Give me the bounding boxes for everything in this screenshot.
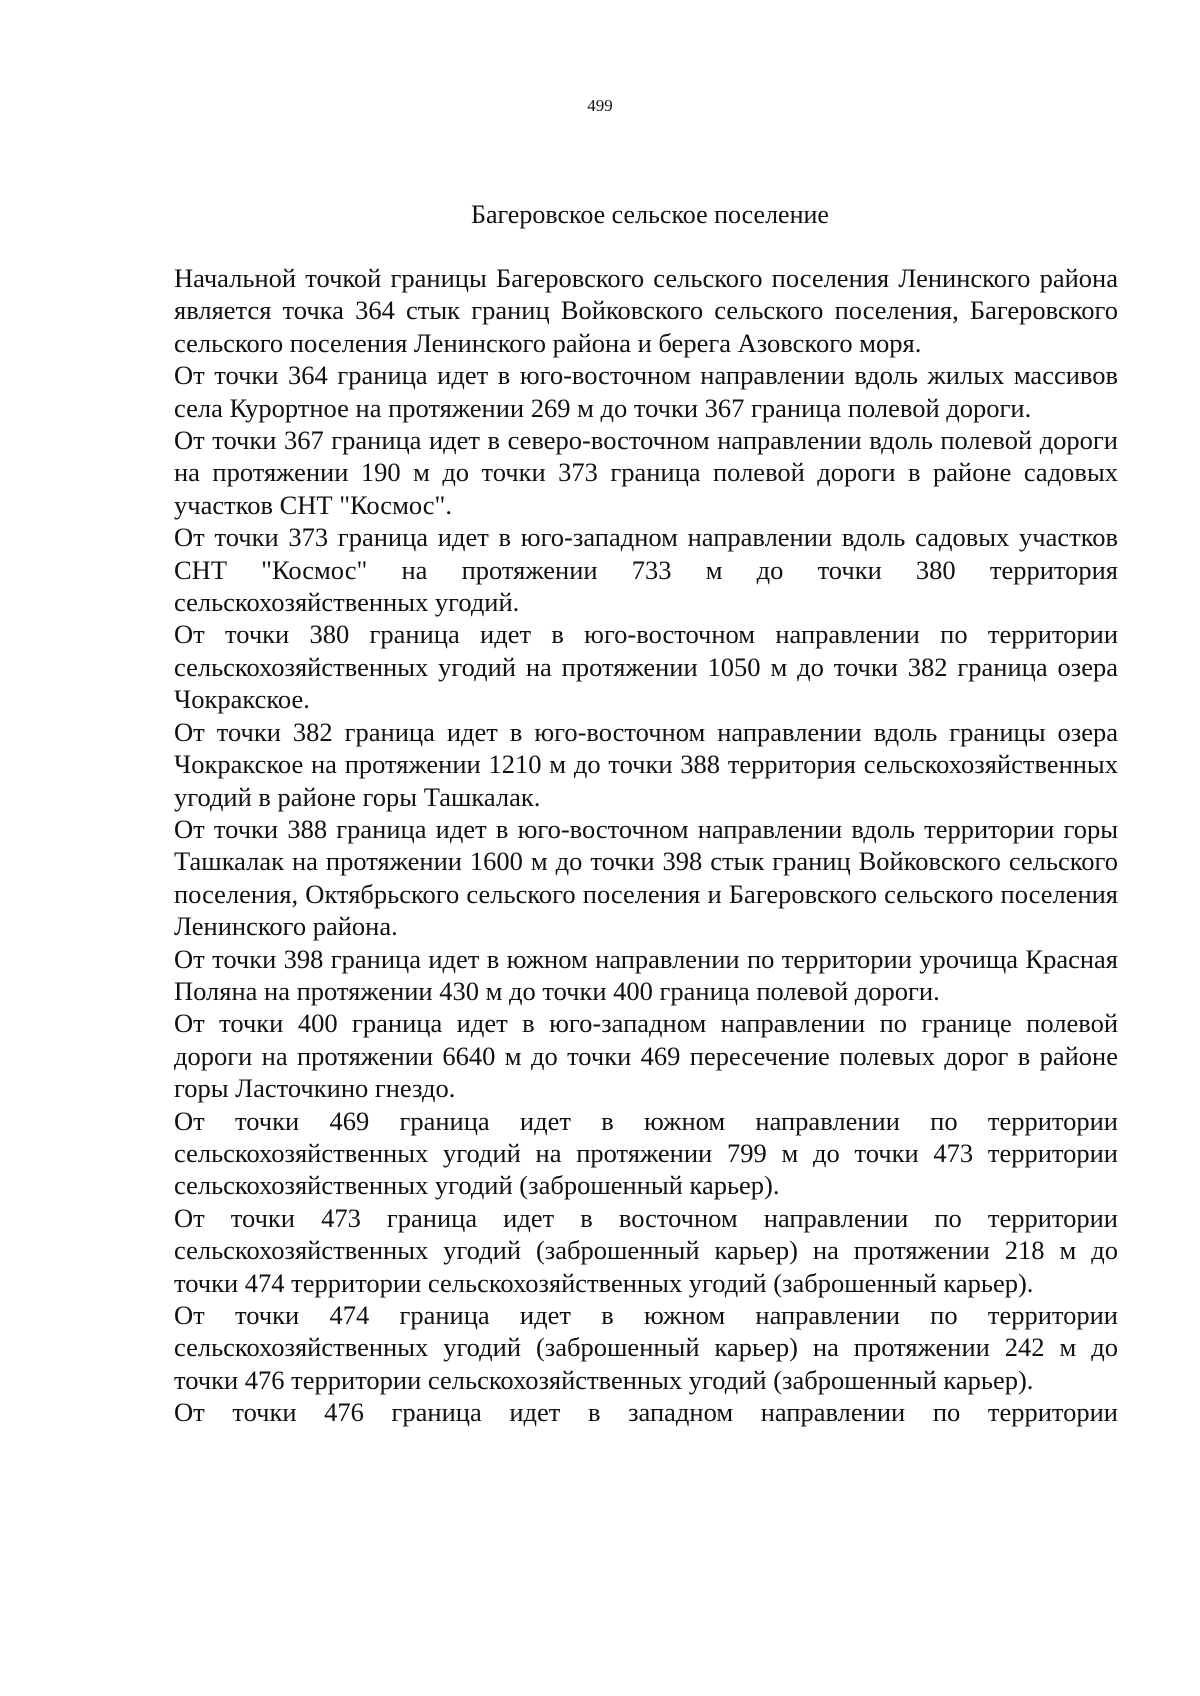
paragraph-8: От точки 398 граница идет в южном направлении по территории урочища Красная Поляна на протяжении 430 м до точки 400 граница полевой дороги. (174, 943, 1118, 1006)
paragraph-1: Начальной точкой границы Багеровского сельского поселения Ленинского района является точка 364 стык границ Войковского сельского поселения, Багеровского сельского поселения Ленинского района и берега Азовского моря. (174, 263, 1118, 358)
paragraph-12: От точки 474 граница идет в южном направлении по территории сельскохозяйственных угодий (заброшенный карьер) на протяжении 242 м до точки 476 территории сельскохозяйственных угодий (заброшенный карьер). (174, 1300, 1118, 1395)
paragraph-6: От точки 382 граница идет в юго-восточном направлении вдоль границы озера Чокракское на протяжении 1210 м до точки 388 территория сельскохозяйственных угодий в районе горы Ташкалак. (174, 716, 1118, 812)
page-number: 499 (587, 96, 613, 115)
paragraph-13: От точки 476 граница идет в западном направлении по территории (174, 1397, 1118, 1428)
paragraph-11: От точки 473 граница идет в восточном направлении по территории сельскохозяйственных угодий (заброшенный карьер) на протяжении 218 м до точки 474 территории сельскохозяйственных угодий (заброшенный карьер). (174, 1202, 1118, 1298)
paragraph-3: От точки 367 граница идет в северо-восточном направлении вдоль полевой дороги на протяжении 190 м до точки 373 граница полевой дороги в районе садовых участков СНТ "Космос". (174, 425, 1118, 520)
section-title: Багеровское сельское поселение (471, 200, 829, 229)
paragraph-9: От точки 400 граница идет в юго-западном направлении по границе полевой дороги на протяжении 6640 м до точки 469 пересечение полевых дорог в районе горы Ласточкино гнездо. (174, 1008, 1118, 1104)
paragraph-5: От точки 380 граница идет в юго-восточном направлении по территории сельскохозяйственных угодий на протяжении 1050 м до точки 382 граница озера Чокракское. (174, 619, 1118, 715)
body-text (174, 262, 1118, 1429)
paragraph-7: От точки 388 граница идет в юго-восточном направлении вдоль территории горы Ташкалак на протяжении 1600 м до точки 398 стык границ Войковского сельского поселения, Октябрьского сельского поселения и Багеровского сельского поселения Ленинского района. (174, 813, 1118, 942)
paragraph-10: От точки 469 граница идет в южном направлении по территории сельскохозяйственных угодий на протяжении 799 м до точки 473 территории сельскохозяйственных угодий (заброшенный карьер). (174, 1105, 1118, 1201)
paragraph-2: От точки 364 граница идет в юго-восточном направлении вдоль жилых массивов села Курортное на протяжении 269 м до точки 367 граница полевой дороги. (174, 360, 1118, 423)
paragraph-4: От точки 373 граница идет в юго-западном направлении вдоль садовых участков СНТ "Космос" на протяжении 733 м до точки 380 территория сельскохозяйственных угодий. (174, 522, 1118, 618)
